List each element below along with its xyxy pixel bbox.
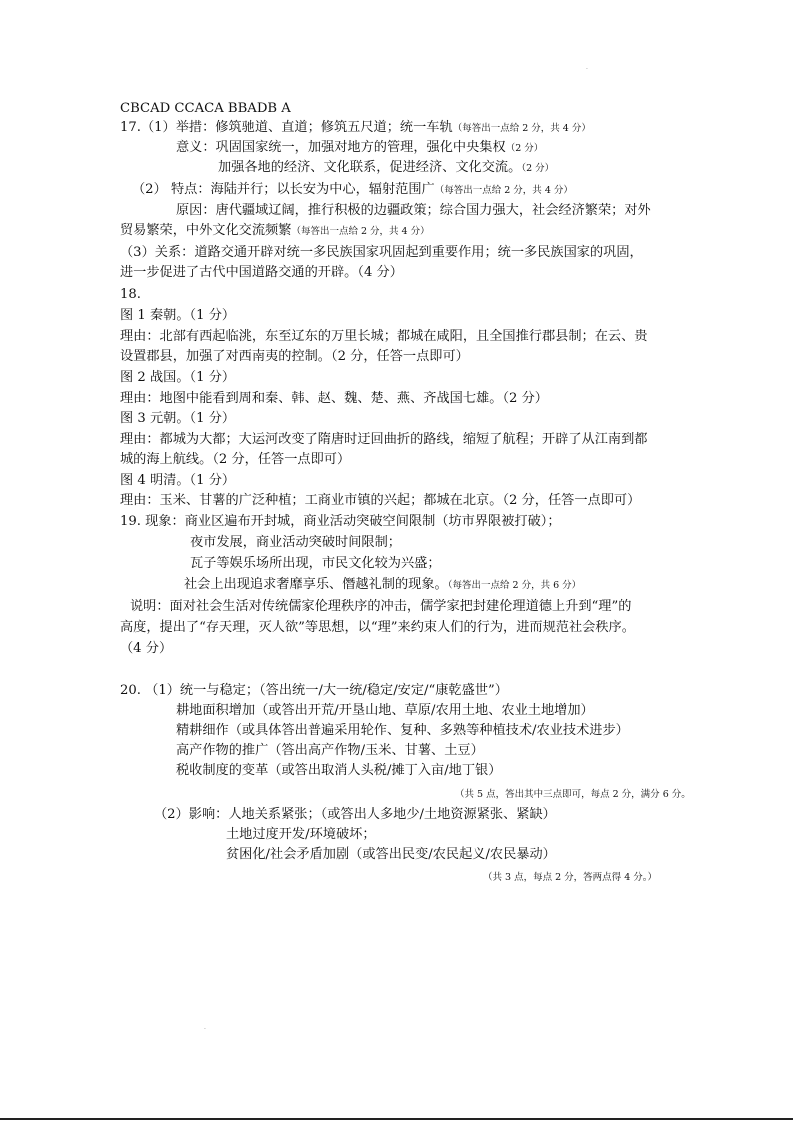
q17-measures: 17.（1）举措：修筑驰道、直道；修筑五尺道；统一车轨（每答出一点给 2 分，共 4 分） xyxy=(120,120,591,135)
q18-number: 18. xyxy=(120,287,141,302)
q18-fig3-reason-2: 城的海上航线。（2 分，任答一点即可） xyxy=(120,452,351,467)
q20-score-note-1: （共 5 点，答出其中三点即可，每点 2 分，满分 6 分。 xyxy=(455,789,691,800)
q18-fig1-reason-2: 设置郡县，加强了对西南夷的控制。（2 分，任答一点即可） xyxy=(120,349,469,364)
q17-relation-2: 进一步促进了古代中国道路交通的开辟。（4 分） xyxy=(120,265,403,280)
q18-fig1-reason: 理由：北部有西起临洮，东至辽东的万里长城；都城在咸阳，且全国推行郡县制；在云、贵 xyxy=(120,329,648,344)
q18-fig2: 图 2 战国。（1 分） xyxy=(120,370,236,385)
q20-intensive-farming: 精耕细作（或具体答出普遍采用轮作、复种、多熟等种植技术/农业技术进步） xyxy=(176,723,629,738)
q19-phenomena-2: 夜市发展，商业活动突破时间限制； xyxy=(190,535,401,550)
q20-tax-reform: 税收制度的变革（或答出取消人头税/摊丁入亩/地丁银） xyxy=(176,763,502,778)
q17-significance: 意义：巩固国家统一，加强对地方的管理，强化中央集权（2 分） xyxy=(176,140,544,155)
q17-features: （2） 特点：海陆并行；以长安为中心，辐射范围广（每答出一点给 2 分，共 4 分） xyxy=(132,182,573,197)
q20-farmland: 耕地面积增加（或答出开荒/开垦山地、草原/农用土地、农业土地增加） xyxy=(176,703,594,718)
q20-score-note-2: （共 3 点，每点 2 分，答两点得 4 分。） xyxy=(483,872,658,883)
q18-fig3-reason: 理由：都城为大都；大运河改变了隋唐时迂回曲折的路线，缩短了航程；开辟了从江南到都 xyxy=(120,432,648,447)
q20-unity: 20. （1）统一与稳定；（答出统一/大一统/稳定/安定/“康乾盛世”） xyxy=(120,683,508,698)
q18-fig4: 图 4 明清。（1 分） xyxy=(120,473,236,488)
q20-impact-2: 土地过度开发/环境破坏； xyxy=(226,827,376,842)
bottom-edge-line xyxy=(0,1118,793,1120)
q17-reasons-2: 贸易繁荣，中外文化交流频繁（每答出一点给 2 分，共 4 分） xyxy=(120,223,430,238)
q18-fig1: 图 1 秦朝。（1 分） xyxy=(120,308,236,323)
q19-score: （4 分） xyxy=(120,641,173,656)
q19-phenomena: 19. 现象：商业区遍布开封城，商业活动突破空间限制（坊市界限被打破）； xyxy=(120,514,561,529)
q17-significance-2: 加强各地的经济、文化联系，促进经济、文化交流。（2 分） xyxy=(218,160,555,175)
scan-speck: . xyxy=(586,64,588,71)
q18-fig2-reason: 理由：地图中能看到周和秦、韩、赵、魏、楚、燕、齐战国七雄。（2 分） xyxy=(120,391,548,406)
q19-explanation-2: 高度，提出了“存天理，灭人欲”等思想，以“理”来约束人们的行为，进而规范社会秩序。 xyxy=(120,620,635,635)
q17-reasons: 原因：唐代疆域辽阔，推行积极的边疆政策；综合国力强大，社会经济繁荣；对外 xyxy=(176,203,651,218)
q20-impact-3: 贫困化/社会矛盾加剧（或答出民变/农民起义/农民暴动） xyxy=(226,847,556,862)
q19-explanation: 说明：面对社会生活对传统儒家伦理秩序的冲击，儒学家把封建伦理道德上升到“理”的 xyxy=(130,599,632,614)
q20-impact: （2）影响：人地关系紧张；（或答出人多地少/土地资源紧张、紧缺） xyxy=(154,807,556,822)
q20-high-yield-crops: 高产作物的推广（答出高产作物/玉米、甘薯、土豆） xyxy=(176,743,484,758)
q19-phenomena-4: 社会上出现追求奢靡享乐、僭越礼制的现象。（每答出一点给 2 分，共 6 分） xyxy=(184,577,582,592)
q18-fig3: 图 3 元朝。（1 分） xyxy=(120,411,236,426)
scan-speck-bottom: . xyxy=(204,1024,206,1031)
q18-fig4-reason: 理由：玉米、甘薯的广泛种植；工商业市镇的兴起；都城在北京。（2 分，任答一点即可） xyxy=(120,493,641,508)
q19-phenomena-3: 瓦子等娱乐场所出现，市民文化较为兴盛； xyxy=(190,556,441,571)
choice-answers: CBCAD CCACA BBADB A xyxy=(120,101,291,116)
q17-relation: （3）关系：道路交通开辟对统一多民族国家巩固起到重要作用；统一多民族国家的巩固， xyxy=(120,245,643,260)
